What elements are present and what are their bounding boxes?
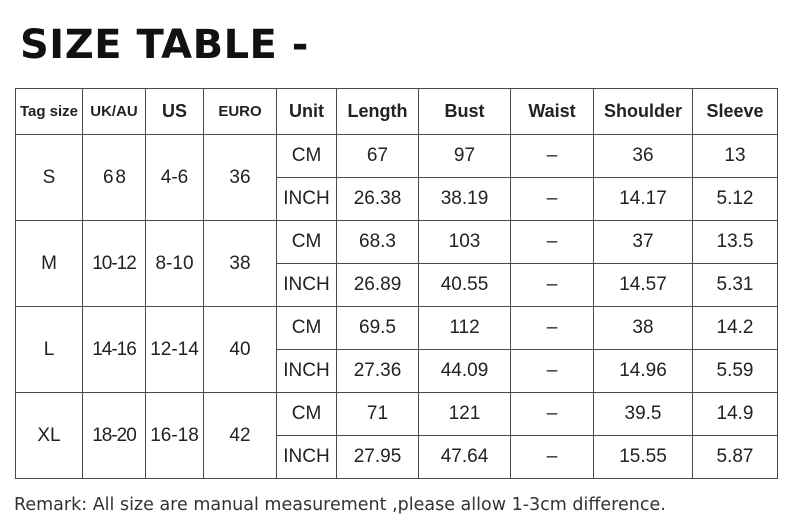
waist-cell: – <box>511 436 594 479</box>
length-cell: 67 <box>337 135 419 178</box>
header-euro: EURO <box>204 89 277 135</box>
length-cell: 27.36 <box>337 350 419 393</box>
page-title: SIZE TABLE - <box>20 22 309 68</box>
length-cell: 68.3 <box>337 221 419 264</box>
size-euro: 36 <box>204 135 277 221</box>
size-tag: M <box>16 221 83 307</box>
waist-cell: – <box>511 307 594 350</box>
sleeve-cell: 13.5 <box>693 221 778 264</box>
length-cell: 26.89 <box>337 264 419 307</box>
size-tag: XL <box>16 393 83 479</box>
sleeve-cell: 5.12 <box>693 178 778 221</box>
unit-cm: CM <box>277 393 337 436</box>
shoulder-cell: 14.17 <box>594 178 693 221</box>
header-unit: Unit <box>277 89 337 135</box>
table-row <box>16 307 778 350</box>
shoulder-cell: 39.5 <box>594 393 693 436</box>
bust-cell: 44.09 <box>419 350 511 393</box>
header-us: US <box>146 89 204 135</box>
size-us: 4-6 <box>146 135 204 221</box>
size-uk-au: 10-12 <box>83 221 146 307</box>
shoulder-cell: 15.55 <box>594 436 693 479</box>
bust-cell: 38.19 <box>419 178 511 221</box>
size-uk-au: 6 8 <box>83 135 146 221</box>
table-row <box>16 135 778 178</box>
shoulder-cell: 14.57 <box>594 264 693 307</box>
size-us: 16-18 <box>146 393 204 479</box>
bust-cell: 112 <box>419 307 511 350</box>
size-tag: S <box>16 135 83 221</box>
unit-inch: INCH <box>277 436 337 479</box>
size-us: 8-10 <box>146 221 204 307</box>
header-waist: Waist <box>511 89 594 135</box>
waist-cell: – <box>511 264 594 307</box>
waist-cell: – <box>511 350 594 393</box>
unit-inch: INCH <box>277 350 337 393</box>
bust-cell: 103 <box>419 221 511 264</box>
sleeve-cell: 13 <box>693 135 778 178</box>
bust-cell: 40.55 <box>419 264 511 307</box>
shoulder-cell: 38 <box>594 307 693 350</box>
sleeve-cell: 5.31 <box>693 264 778 307</box>
header-length: Length <box>337 89 419 135</box>
header-tag-size: Tag size <box>16 89 83 135</box>
length-cell: 71 <box>337 393 419 436</box>
unit-inch: INCH <box>277 264 337 307</box>
table-row <box>16 393 778 436</box>
bust-cell: 121 <box>419 393 511 436</box>
length-cell: 69.5 <box>337 307 419 350</box>
unit-cm: CM <box>277 307 337 350</box>
header-sleeve: Sleeve <box>693 89 778 135</box>
bust-cell: 97 <box>419 135 511 178</box>
size-table <box>15 88 778 479</box>
size-euro: 40 <box>204 307 277 393</box>
size-uk-au: 18-20 <box>83 393 146 479</box>
size-uk-au: 14-16 <box>83 307 146 393</box>
sleeve-cell: 5.59 <box>693 350 778 393</box>
size-tag: L <box>16 307 83 393</box>
header-row <box>16 89 778 135</box>
length-cell: 26.38 <box>337 178 419 221</box>
shoulder-cell: 14.96 <box>594 350 693 393</box>
waist-cell: – <box>511 393 594 436</box>
unit-cm: CM <box>277 135 337 178</box>
table-row <box>16 221 778 264</box>
header-uk-au: UK/AU <box>83 89 146 135</box>
size-euro: 42 <box>204 393 277 479</box>
waist-cell: – <box>511 135 594 178</box>
header-shoulder: Shoulder <box>594 89 693 135</box>
waist-cell: – <box>511 178 594 221</box>
size-us: 12-14 <box>146 307 204 393</box>
shoulder-cell: 37 <box>594 221 693 264</box>
size-euro: 38 <box>204 221 277 307</box>
unit-cm: CM <box>277 221 337 264</box>
sleeve-cell: 5.87 <box>693 436 778 479</box>
header-bust: Bust <box>419 89 511 135</box>
shoulder-cell: 36 <box>594 135 693 178</box>
sleeve-cell: 14.9 <box>693 393 778 436</box>
unit-inch: INCH <box>277 178 337 221</box>
waist-cell: – <box>511 221 594 264</box>
sleeve-cell: 14.2 <box>693 307 778 350</box>
length-cell: 27.95 <box>337 436 419 479</box>
remark-note: Remark: All size are manual measurement ,please allow 1-3cm difference. <box>14 495 666 515</box>
bust-cell: 47.64 <box>419 436 511 479</box>
